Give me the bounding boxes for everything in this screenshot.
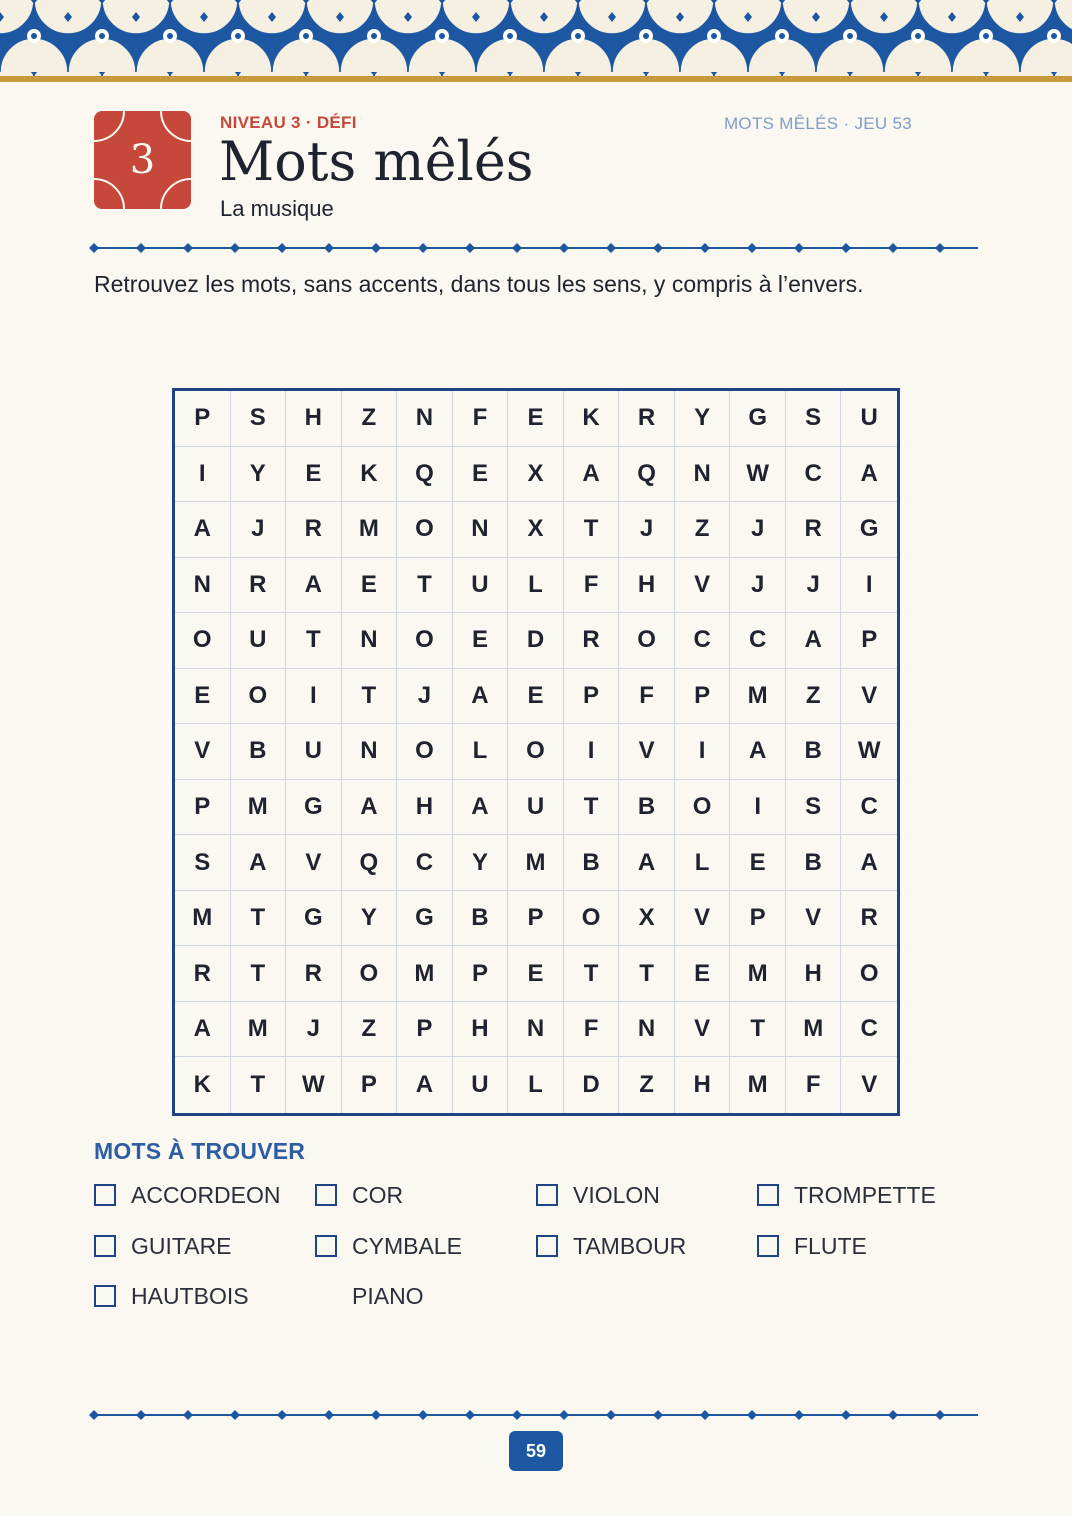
grid-cell[interactable]: M <box>730 669 786 725</box>
grid-cell[interactable]: U <box>231 613 287 669</box>
grid-cell[interactable]: L <box>675 835 731 891</box>
grid-cell[interactable]: B <box>619 780 675 836</box>
grid-cell[interactable]: S <box>231 391 287 447</box>
word-checkbox[interactable] <box>536 1235 558 1257</box>
word-label: CYMBALE <box>352 1232 462 1259</box>
grid-cell[interactable]: J <box>231 502 287 558</box>
grid-cell[interactable]: F <box>564 558 620 614</box>
grid-cell[interactable]: C <box>786 447 842 503</box>
grid-cell[interactable]: N <box>453 502 509 558</box>
grid-cell[interactable]: F <box>564 1002 620 1058</box>
word-checkbox[interactable] <box>757 1184 779 1206</box>
grid-cell[interactable]: O <box>231 669 287 725</box>
grid-cell[interactable]: S <box>175 835 231 891</box>
word-item[interactable] <box>94 1232 232 1260</box>
word-item[interactable] <box>315 1232 462 1260</box>
word-checkbox-placeholder <box>315 1285 337 1307</box>
grid-cell[interactable]: Z <box>675 502 731 558</box>
grid-cell[interactable]: V <box>841 669 897 725</box>
grid-cell[interactable]: U <box>508 780 564 836</box>
grid-cell[interactable]: E <box>453 447 509 503</box>
grid-cell[interactable]: L <box>453 724 509 780</box>
divider-diamond <box>183 243 193 253</box>
grid-cell[interactable]: X <box>619 891 675 947</box>
grid-cell[interactable]: P <box>175 391 231 447</box>
grid-cell[interactable]: Y <box>231 447 287 503</box>
grid-cell[interactable]: J <box>786 558 842 614</box>
divider-diamond <box>888 1410 898 1420</box>
grid-cell[interactable]: T <box>231 891 287 947</box>
grid-cell[interactable]: Y <box>342 891 398 947</box>
word-item[interactable] <box>315 1181 403 1209</box>
grid-cell[interactable]: A <box>564 447 620 503</box>
grid-cell[interactable]: T <box>619 946 675 1002</box>
word-label: ACCORDEON <box>131 1181 281 1208</box>
grid-cell[interactable]: A <box>286 558 342 614</box>
grid-cell[interactable]: A <box>730 724 786 780</box>
word-label: PIANO <box>352 1282 424 1309</box>
word-item <box>315 1282 424 1310</box>
grid-cell[interactable]: G <box>730 391 786 447</box>
grid-cell[interactable]: X <box>508 447 564 503</box>
grid-cell[interactable]: N <box>675 447 731 503</box>
grid-cell[interactable]: H <box>453 1002 509 1058</box>
grid-cell[interactable]: E <box>508 946 564 1002</box>
divider-diamond <box>747 243 757 253</box>
divider-diamond <box>653 243 663 253</box>
grid-cell[interactable]: Q <box>342 835 398 891</box>
divider-diamond <box>794 243 804 253</box>
grid-cell[interactable]: U <box>453 558 509 614</box>
grid-cell[interactable]: I <box>675 724 731 780</box>
grid-cell[interactable]: A <box>453 780 509 836</box>
grid-cell[interactable]: U <box>841 391 897 447</box>
grid-cell[interactable]: H <box>675 1057 731 1113</box>
grid-cell[interactable]: C <box>675 613 731 669</box>
grid-cell[interactable]: N <box>342 724 398 780</box>
word-checkbox[interactable] <box>94 1285 116 1307</box>
grid-cell[interactable]: E <box>730 835 786 891</box>
grid-cell[interactable]: P <box>342 1057 398 1113</box>
grid-cell[interactable]: Q <box>397 447 453 503</box>
grid-cell[interactable]: O <box>397 613 453 669</box>
divider-diamond <box>89 1410 99 1420</box>
divider-diamond <box>89 243 99 253</box>
word-item[interactable] <box>94 1181 281 1209</box>
page-title: Mots mêlés <box>219 130 534 193</box>
grid-cell[interactable]: O <box>841 946 897 1002</box>
divider-diamond <box>606 243 616 253</box>
grid-cell[interactable]: A <box>397 1057 453 1113</box>
top-divider <box>88 241 980 255</box>
grid-cell[interactable]: R <box>564 613 620 669</box>
divider-diamond <box>183 1410 193 1420</box>
grid-cell[interactable]: A <box>841 835 897 891</box>
page-number: 59 <box>509 1431 563 1471</box>
grid-cell[interactable]: B <box>564 835 620 891</box>
grid-cell[interactable]: N <box>175 558 231 614</box>
grid-cell[interactable]: W <box>286 1057 342 1113</box>
grid-cell[interactable]: A <box>231 835 287 891</box>
grid-cell[interactable]: T <box>397 558 453 614</box>
level-badge <box>94 111 191 209</box>
divider-diamond <box>277 1410 287 1420</box>
series-label: MOTS MÊLÉS · JEU 53 <box>723 114 912 133</box>
grid-cell[interactable]: M <box>342 502 398 558</box>
grid-cell[interactable]: I <box>730 780 786 836</box>
divider-diamond <box>230 243 240 253</box>
grid-cell[interactable]: G <box>286 891 342 947</box>
word-item[interactable] <box>536 1232 686 1260</box>
grid-cell[interactable]: H <box>286 391 342 447</box>
grid-cell[interactable]: W <box>730 447 786 503</box>
divider-diamond <box>418 1410 428 1420</box>
grid-cell[interactable]: T <box>231 946 287 1002</box>
grid-cell[interactable]: R <box>286 946 342 1002</box>
grid-cell[interactable]: O <box>397 502 453 558</box>
divider-diamond <box>935 243 945 253</box>
divider-diamond <box>653 1410 663 1420</box>
grid-cell[interactable]: P <box>564 669 620 725</box>
grid-cell[interactable]: M <box>397 946 453 1002</box>
grid-cell[interactable]: E <box>175 669 231 725</box>
grid-cell[interactable]: A <box>841 447 897 503</box>
grid-cell[interactable]: U <box>286 724 342 780</box>
grid-cell[interactable]: N <box>342 613 398 669</box>
word-label: FLUTE <box>794 1232 867 1259</box>
word-checkbox[interactable] <box>315 1235 337 1257</box>
grid-cell[interactable]: P <box>508 891 564 947</box>
level-kicker: NIVEAU 3 · DÉFI <box>220 113 357 132</box>
grid-cell[interactable]: P <box>675 669 731 725</box>
grid-cell[interactable]: I <box>841 558 897 614</box>
grid-cell[interactable]: Z <box>342 1002 398 1058</box>
word-item[interactable] <box>536 1181 660 1209</box>
grid-cell[interactable]: A <box>342 780 398 836</box>
grid-cell[interactable]: O <box>175 613 231 669</box>
divider-diamond <box>371 1410 381 1420</box>
grid-cell[interactable]: G <box>841 502 897 558</box>
grid-cell[interactable]: E <box>508 669 564 725</box>
grid-cell[interactable]: A <box>786 613 842 669</box>
grid-cell[interactable]: A <box>175 1002 231 1058</box>
word-item[interactable] <box>757 1181 936 1209</box>
divider-diamond <box>465 243 475 253</box>
grid-cell[interactable]: R <box>786 502 842 558</box>
word-label: TROMPETTE <box>794 1181 936 1208</box>
grid-cell[interactable]: D <box>564 1057 620 1113</box>
grid-cell[interactable]: R <box>841 891 897 947</box>
instructions-text: Retrouvez les mots, sans accents, dans tous les sens, y compris à l’envers. <box>94 271 864 297</box>
grid-cell[interactable]: V <box>861 1071 878 1099</box>
grid-cell[interactable]: R <box>619 391 675 447</box>
divider-diamond <box>371 243 381 253</box>
grid-cell[interactable]: L <box>508 558 564 614</box>
grid-cell[interactable]: P <box>453 946 509 1002</box>
grid-cell[interactable]: J <box>619 502 675 558</box>
level-number: 3 <box>129 137 156 183</box>
grid-cell[interactable]: N <box>508 1002 564 1058</box>
grid-cell[interactable]: N <box>397 391 453 447</box>
word-checkbox[interactable] <box>94 1184 116 1206</box>
word-label: COR <box>352 1181 404 1208</box>
grid-cell[interactable]: S <box>786 391 842 447</box>
grid-cell[interactable]: H <box>397 780 453 836</box>
grid-cell[interactable]: T <box>564 502 620 558</box>
grid-cell[interactable]: E <box>342 558 398 614</box>
grid-cell[interactable]: O <box>675 780 731 836</box>
grid-cell[interactable]: B <box>786 835 842 891</box>
grid-cell[interactable]: F <box>619 669 675 725</box>
word-checkbox[interactable] <box>757 1235 779 1257</box>
divider-diamond <box>935 1410 945 1420</box>
grid-cell[interactable]: P <box>730 891 786 947</box>
divider-diamond <box>230 1410 240 1420</box>
word-search-grid <box>172 388 900 1116</box>
divider-diamond <box>324 1410 334 1420</box>
word-label: VIOLON <box>573 1181 660 1208</box>
grid-cell[interactable]: I <box>564 724 620 780</box>
grid-cell[interactable]: C <box>730 613 786 669</box>
grid-cell[interactable]: R <box>286 502 342 558</box>
grid-cell[interactable]: O <box>508 724 564 780</box>
grid-cell[interactable]: T <box>286 613 342 669</box>
grid-cell[interactable]: R <box>231 558 287 614</box>
words-heading: MOTS À TROUVER <box>94 1138 306 1164</box>
grid-cell[interactable]: L <box>508 1057 564 1113</box>
divider-diamond <box>136 1410 146 1420</box>
bottom-divider <box>88 1408 980 1422</box>
grid-cell[interactable]: T <box>564 780 620 836</box>
divider-diamond <box>700 243 710 253</box>
grid-cell[interactable]: J <box>397 669 453 725</box>
grid-cell[interactable]: P <box>175 780 231 836</box>
word-checkbox[interactable] <box>94 1235 116 1257</box>
grid-cell[interactable]: V <box>675 891 731 947</box>
grid-cell[interactable]: P <box>841 613 897 669</box>
grid-cell[interactable]: A <box>453 669 509 725</box>
grid-cell[interactable]: G <box>286 780 342 836</box>
grid-cell[interactable]: Z <box>619 1057 675 1113</box>
grid-cell[interactable]: G <box>397 891 453 947</box>
grid-cell[interactable]: D <box>508 613 564 669</box>
grid-cell[interactable]: M <box>175 891 231 947</box>
grid-cell[interactable]: E <box>286 447 342 503</box>
divider-diamond <box>747 1410 757 1420</box>
grid-cell[interactable]: V <box>175 724 231 780</box>
word-label: TAMBOUR <box>573 1232 687 1259</box>
divider-diamond <box>512 1410 522 1420</box>
divider-diamond <box>559 243 569 253</box>
grid-cell[interactable]: W <box>841 724 897 780</box>
grid-cell[interactable]: E <box>453 613 509 669</box>
grid-cell[interactable]: T <box>564 946 620 1002</box>
grid-cell[interactable]: C <box>841 780 897 836</box>
word-label: HAUTBOIS <box>131 1282 249 1309</box>
divider-diamond <box>841 1410 851 1420</box>
grid-cell[interactable]: M <box>508 835 564 891</box>
divider-diamond <box>888 243 898 253</box>
divider-diamond <box>324 243 334 253</box>
grid-cell[interactable]: A <box>175 502 231 558</box>
divider-diamond <box>841 243 851 253</box>
grid-cell[interactable]: P <box>397 1002 453 1058</box>
grid-cell[interactable]: E <box>508 391 564 447</box>
grid-cell[interactable]: M <box>786 1002 842 1058</box>
divider-diamond <box>559 1410 569 1420</box>
grid-cell[interactable]: O <box>342 946 398 1002</box>
word-item[interactable] <box>757 1232 867 1260</box>
grid-cell[interactable]: V <box>286 835 342 891</box>
divider-diamond <box>277 243 287 253</box>
divider-diamond <box>465 1410 475 1420</box>
grid-cell[interactable]: B <box>231 724 287 780</box>
grid-cell[interactable]: X <box>508 502 564 558</box>
grid-cell[interactable]: C <box>397 835 453 891</box>
grid-cell[interactable]: O <box>564 891 620 947</box>
grid-cell[interactable]: Y <box>675 391 731 447</box>
grid-cell[interactable]: V <box>675 558 731 614</box>
decorative-banner <box>0 0 1072 84</box>
grid-cell[interactable]: A <box>619 835 675 891</box>
grid-cell[interactable]: T <box>231 1057 287 1113</box>
divider-diamond <box>794 1410 804 1420</box>
grid-cell[interactable]: J <box>730 558 786 614</box>
grid-cell[interactable]: I <box>175 447 231 503</box>
grid-cell[interactable]: V <box>619 724 675 780</box>
word-label: GUITARE <box>131 1232 232 1259</box>
grid-cell[interactable]: Y <box>453 835 509 891</box>
grid-cell[interactable]: M <box>730 946 786 1002</box>
grid-cell[interactable]: E <box>675 946 731 1002</box>
grid-cell[interactable]: U <box>453 1057 509 1113</box>
grid-cell[interactable]: J <box>286 1002 342 1058</box>
grid-cell[interactable]: H <box>619 558 675 614</box>
grid-cell[interactable]: V <box>675 1002 731 1058</box>
grid-cell[interactable]: V <box>786 891 842 947</box>
grid-cell[interactable]: F <box>786 1057 842 1113</box>
grid-cell[interactable]: Z <box>342 391 398 447</box>
grid-cell[interactable]: C <box>841 1002 897 1058</box>
page-subtitle: La musique <box>220 196 334 221</box>
grid-cell[interactable]: M <box>231 780 287 836</box>
grid-cell[interactable]: O <box>619 613 675 669</box>
divider-diamond <box>606 1410 616 1420</box>
divider-diamond <box>136 243 146 253</box>
grid-cell[interactable]: F <box>453 391 509 447</box>
grid-cell[interactable]: K <box>342 447 398 503</box>
grid-cell[interactable]: H <box>786 946 842 1002</box>
word-checkbox[interactable] <box>315 1184 337 1206</box>
grid-cell[interactable]: B <box>453 891 509 947</box>
grid-cell[interactable]: I <box>286 669 342 725</box>
grid-cell[interactable]: O <box>397 724 453 780</box>
grid-cell[interactable]: Z <box>786 669 842 725</box>
word-checkbox[interactable] <box>536 1184 558 1206</box>
divider-diamond <box>512 243 522 253</box>
grid-cell[interactable]: K <box>564 391 620 447</box>
grid-cell[interactable]: Q <box>619 447 675 503</box>
divider-diamond <box>418 243 428 253</box>
divider-diamond <box>700 1410 710 1420</box>
grid-cell[interactable]: R <box>175 946 231 1002</box>
grid-cell[interactable]: K <box>175 1057 231 1113</box>
grid-cell[interactable]: S <box>786 780 842 836</box>
grid-cell[interactable]: T <box>342 669 398 725</box>
grid-cell[interactable]: T <box>730 1002 786 1058</box>
grid-cell[interactable]: M <box>231 1002 287 1058</box>
grid-cell[interactable]: B <box>786 724 842 780</box>
grid-cell[interactable]: M <box>730 1057 786 1113</box>
grid-cell[interactable]: N <box>619 1002 675 1058</box>
word-item[interactable] <box>94 1282 249 1310</box>
grid-cell[interactable]: J <box>730 502 786 558</box>
